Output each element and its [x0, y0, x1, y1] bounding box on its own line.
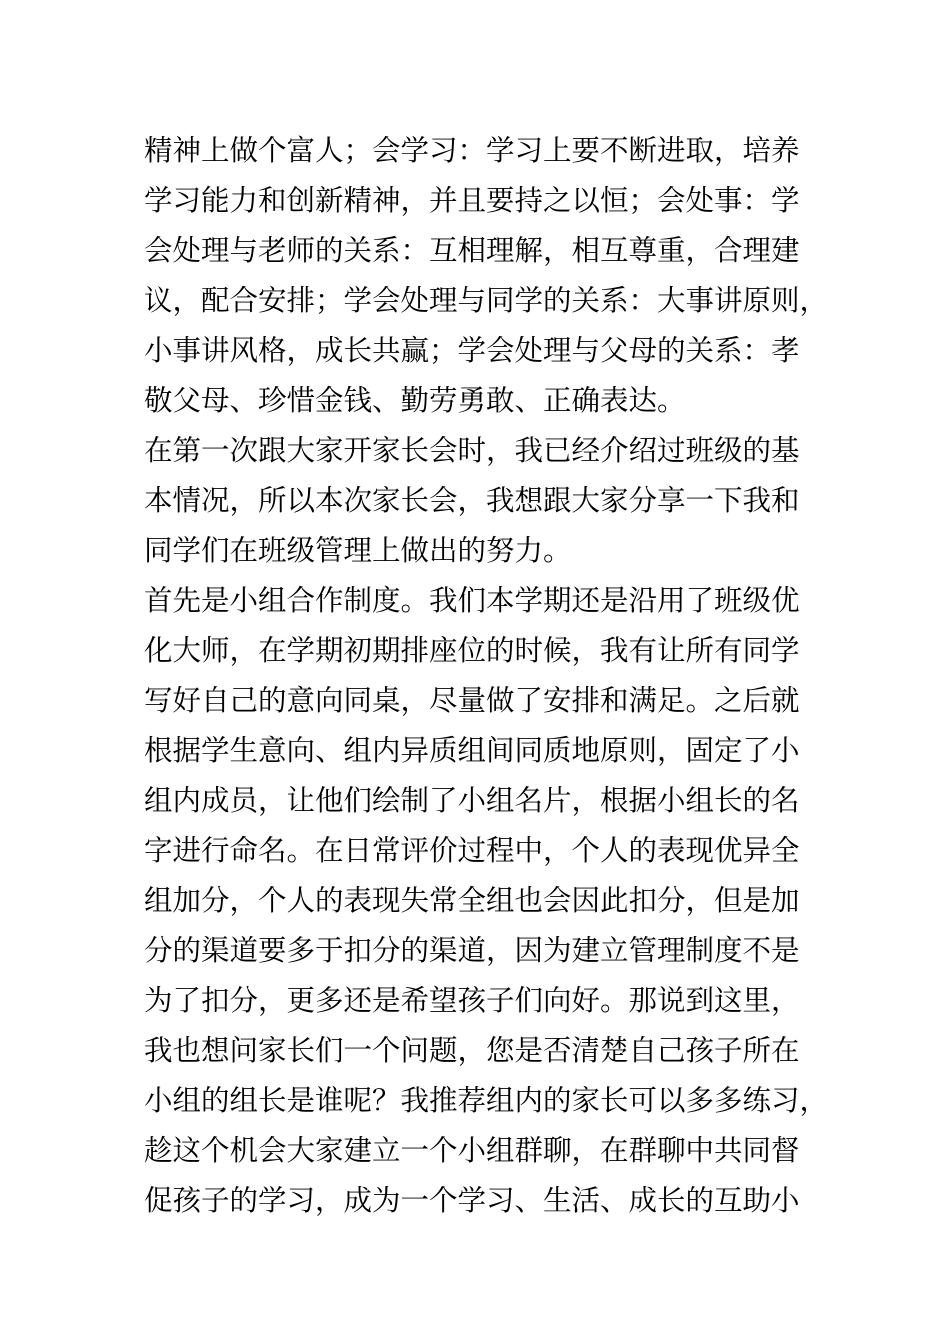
text-line: 组加分，个人的表现失常全组也会因此扣分，但是加 [144, 884, 800, 917]
text-line: 为了扣分，更多还是希望孩子们向好。那说到这里， [144, 984, 800, 1017]
text-line: 趁这个机会大家建立一个小组群聊，在群聊中共同督 [144, 1134, 800, 1167]
text-line: 字进行命名。在日常评价过程中，个人的表现优异全 [144, 834, 800, 867]
text-line: 议，配合安排；学会处理与同学的关系：大事讲原则， [144, 284, 829, 317]
text-line: 组内成员，让他们绘制了小组名片，根据小组长的名 [144, 784, 800, 817]
text-line: 本情况，所以本次家长会，我想跟大家分享一下我和 [144, 484, 800, 517]
text-line: 小事讲风格，成长共赢；学会处理与父母的关系：孝 [144, 334, 800, 367]
text-line: 分的渠道要多于扣分的渠道，因为建立管理制度不是 [144, 934, 800, 967]
text-line: 敬父母、珍惜金钱、勤劳勇敢、正确表达。 [144, 384, 686, 417]
text-line: 会处理与老师的关系：互相理解，相互尊重，合理建 [144, 234, 800, 267]
text-line: 首先是小组合作制度。我们本学期还是沿用了班级优 [144, 584, 800, 617]
text-line: 在第一次跟大家开家长会时，我已经介绍过班级的基 [144, 434, 800, 467]
text-line: 化大师，在学期初期排座位的时候，我有让所有同学 [144, 634, 800, 667]
text-line: 小组的组长是谁呢？我推荐组内的家长可以多多练习， [144, 1084, 829, 1117]
text-line: 促孩子的学习，成为一个学习、生活、成长的互助小 [144, 1184, 800, 1217]
text-line: 写好自己的意向同桌，尽量做了安排和满足。之后就 [144, 684, 800, 717]
document-body [144, 126, 844, 1226]
text-line: 精神上做个富人；会学习：学习上要不断进取，培养 [144, 134, 800, 167]
text-line: 学习能力和创新精神，并且要持之以恒；会处事：学 [144, 184, 800, 217]
text-line: 同学们在班级管理上做出的努力。 [144, 534, 572, 567]
text-line: 根据学生意向、组内异质组间同质地原则，固定了小 [144, 734, 800, 767]
text-line: 我也想问家长们一个问题，您是否清楚自己孩子所在 [144, 1034, 800, 1067]
